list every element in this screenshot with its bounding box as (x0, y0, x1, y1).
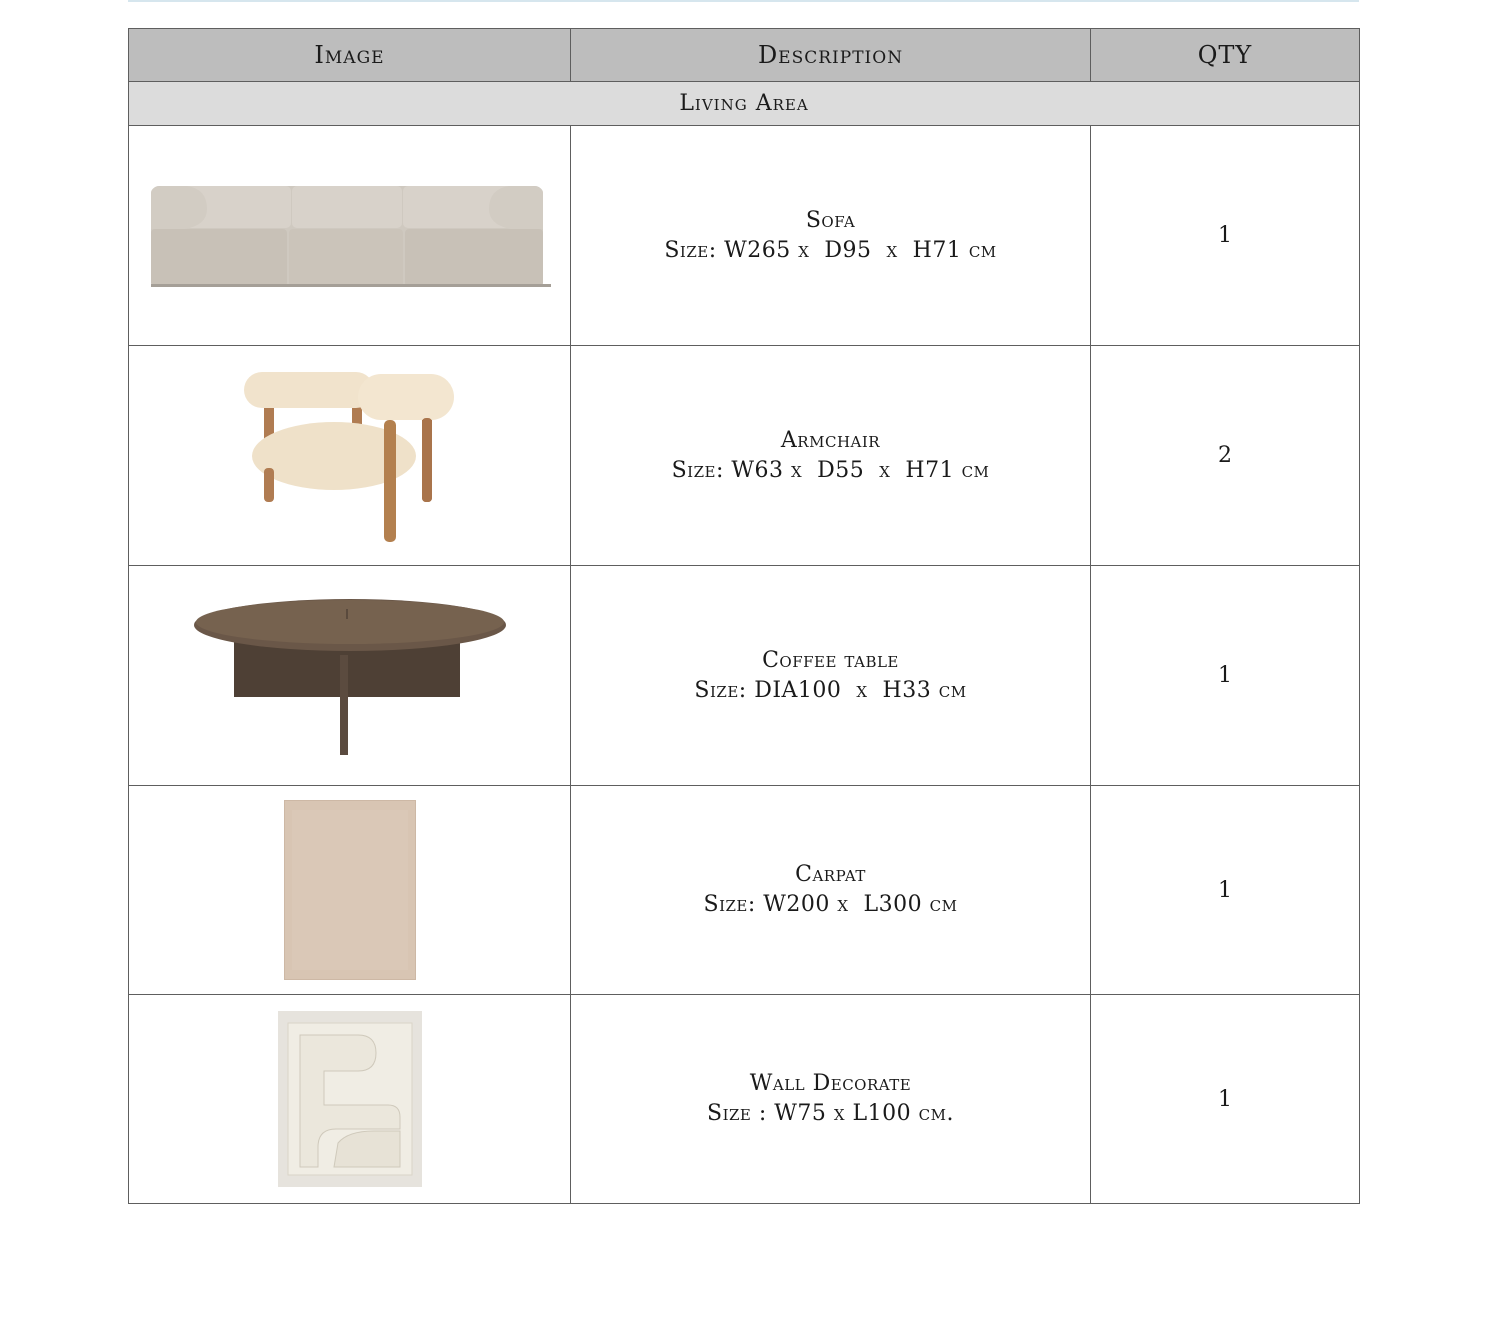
furniture-schedule-table (128, 28, 1360, 1204)
description-cell (571, 346, 1091, 566)
item-size: Size: DIA100 x H33 cm (694, 677, 967, 703)
item-qty: 1 (1091, 786, 1360, 995)
item-qty: 1 (1091, 566, 1360, 786)
table-header-row (129, 29, 1360, 82)
table-row (129, 346, 1360, 566)
table-row (129, 786, 1360, 995)
header-qty: QTY (1091, 29, 1360, 82)
item-size: Size: W63 x D55 x H71 cm (671, 457, 990, 483)
table-row (129, 566, 1360, 786)
sofa-image (149, 181, 551, 291)
item-name: Armchair (780, 427, 881, 453)
description-cell (571, 786, 1091, 995)
item-qty: 2 (1091, 346, 1360, 566)
description-cell (571, 566, 1091, 786)
item-size: Size : W75 x L100 cm. (707, 1101, 954, 1126)
item-size: Size: W265 x D95 x H71 cm (664, 237, 997, 263)
header-image: Image (129, 29, 571, 82)
image-cell (129, 995, 571, 1204)
section-title: Living Area (129, 82, 1360, 126)
image-cell (129, 126, 571, 346)
image-cell (129, 566, 571, 786)
table-row (129, 995, 1360, 1204)
item-qty: 1 (1091, 995, 1360, 1204)
wall-decor-image (278, 1011, 422, 1187)
description-cell (571, 995, 1091, 1204)
item-name: Carpat (795, 862, 866, 887)
item-size: Size: W200 x L300 cm (703, 892, 958, 917)
top-divider (128, 0, 1359, 2)
item-name: Coffee table (762, 647, 899, 673)
section-row (129, 82, 1360, 126)
description-cell (571, 126, 1091, 346)
armchair-image (242, 368, 458, 544)
item-name: Wall Decorate (749, 1071, 912, 1096)
header-description: Description (571, 29, 1091, 82)
carpet-image (284, 800, 416, 980)
image-cell (129, 786, 571, 995)
item-name: Sofa (805, 207, 856, 233)
image-cell (129, 346, 571, 566)
table-row (129, 126, 1360, 346)
item-qty: 1 (1091, 126, 1360, 346)
coffee-table-image (192, 595, 508, 757)
